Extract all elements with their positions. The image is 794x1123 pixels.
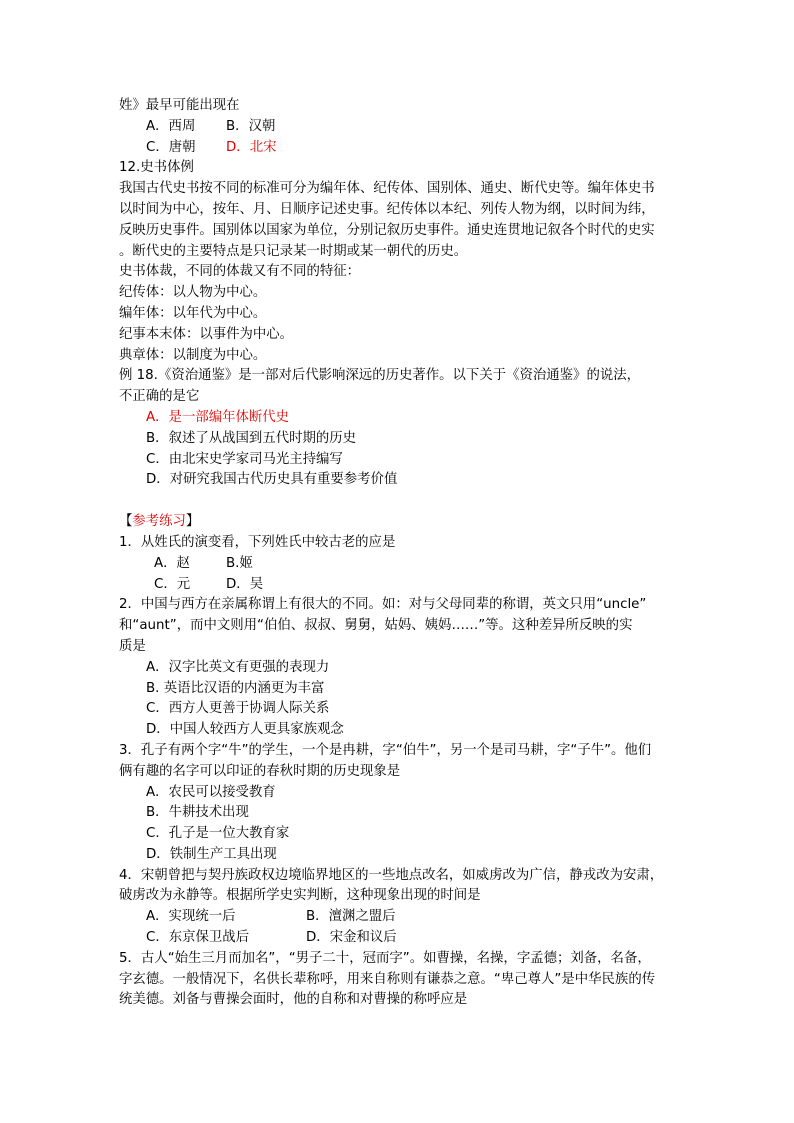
option-a: A．赵 [154,555,190,571]
option-b: B．澶渊之盟后 [306,909,396,925]
text-line: 纪传体：以人物为中心。 [119,285,267,301]
question-stem: 俩有趣的名字可以印证的春秋时期的历史现象是 [119,763,401,779]
option-a-answer: A．是一部编年体断代史 [146,409,290,425]
text-line: 。断代史的主要特点是只记录某一时期或某一朝代的历史。 [119,243,468,259]
option-b: B.姬 [226,555,253,571]
question-stem: 统美德。刘备与曹操会面时，他的自称和对曹操的称呼应是 [119,992,468,1008]
question-stem: 和“aunt”，而中文则用“伯伯、叔叔、舅舅，姑妈、姨妈……”等。这种差异所反映的实 [119,618,633,634]
text-line: 我国古代史书按不同的标准可分为编年体、纪传体、国别体、通史、断代史等。编年体史书 [119,181,655,197]
question-stem: 质是 [119,638,146,654]
option-c: C．孔子是一位大教育家 [146,826,290,842]
option-a: A．汉字比英文有更强的表现力 [146,659,330,675]
question-stem: 3．孔子有两个字“牛”的学生，一个是冉耕，字“伯牛”，另一个是司马耕，字“子牛”。他们 [119,742,652,758]
bracket-open: 【 [119,514,133,530]
option-b: B．汉朝 [226,118,276,134]
practice-title: 参考练习 [132,514,186,530]
option-c: C．元 [154,576,191,592]
question-stem: 破虏改为永静等。根据所学史实判断，这种现象出现的时间是 [119,888,481,904]
option-a: A．实现统一后 [146,909,236,925]
question-stem: 1．从姓氏的演变看，下列姓氏中较古老的应是 [119,534,396,550]
option-d: D．对研究我国古代历史具有重要参考价值 [146,472,398,488]
option-d: D．铁制生产工具出现 [146,846,277,862]
text-line: 史书体裁，不同的体裁又有不同的特征： [119,264,361,280]
text-line: 编年体：以年代为中心。 [119,305,267,321]
option-c: C．西方人更善于协调人际关系 [146,701,330,717]
option-d: D．宋金和议后 [306,930,397,946]
option-c: C．由北宋史学家司马光主持编写 [146,451,343,467]
option-a: A．农民可以接受教育 [146,784,276,800]
options-row [119,928,679,949]
option-b: B．牛耕技术出现 [146,805,249,821]
text-line: 典章体：以制度为中心。 [119,347,267,363]
section-heading: 12.史书体例 [119,160,194,176]
options-row [119,554,679,575]
option-d: D．中国人较西方人更具家族观念 [146,722,344,738]
question-stem: 字玄德。一般情况下，名供长辈称呼，用来自称则有谦恭之意。“卑己尊人”是中华民族的传 [119,971,656,987]
options-row [119,138,679,159]
option-c: C．东京保卫战后 [146,930,250,946]
options-row [119,575,679,596]
option-b: B. 英语比汉语的内涵更为丰富 [146,680,325,696]
practice-heading [119,512,679,533]
bracket-close: 】 [185,514,200,530]
question-stem: 4．宋朝曾把与契丹族政权边境临界地区的一些地点改名，如威虏改为广信，静戎改为安肃， [119,867,664,883]
example-stem: 例 18.《资治通鉴》是一部对后代影响深远的历史著作。以下关于《资治通鉴》的说法， [119,368,641,384]
document-body [119,96,679,1011]
example-stem: 不正确的是它 [119,389,200,405]
option-a: A．西周 [146,118,196,134]
option-d: D．吴 [226,576,264,592]
option-c: C．唐朝 [146,139,196,155]
question-stem: 5．古人“始生三月而加名”，“男子二十，冠而字”。如曹操，名操，字孟德；刘备，名备， [119,950,651,966]
blank-line [119,491,679,512]
options-row [119,907,679,928]
question-stem: 2．中国与西方在亲属称谓上有很大的不同。如：对与父母同辈的称谓，英文只用“uncle” [119,597,647,613]
text-line: 姓》最早可能出现在 [119,98,240,113]
option-b: B．叙述了从战国到五代时期的历史 [146,430,357,446]
options-row [119,117,679,138]
text-line: 以时间为中心，按年、月、日顺序记述史事。纪传体以本纪、列传人物为纲，以时间为纬， [119,201,655,217]
text-line: 纪事本末体：以事件为中心。 [119,326,294,342]
text-line: 反映历史事件。国别体以国家为单位，分别记叙历史事件。通史连贯地记叙各个时代的史实 [119,222,655,238]
option-d-answer: D．北宋 [226,139,277,155]
